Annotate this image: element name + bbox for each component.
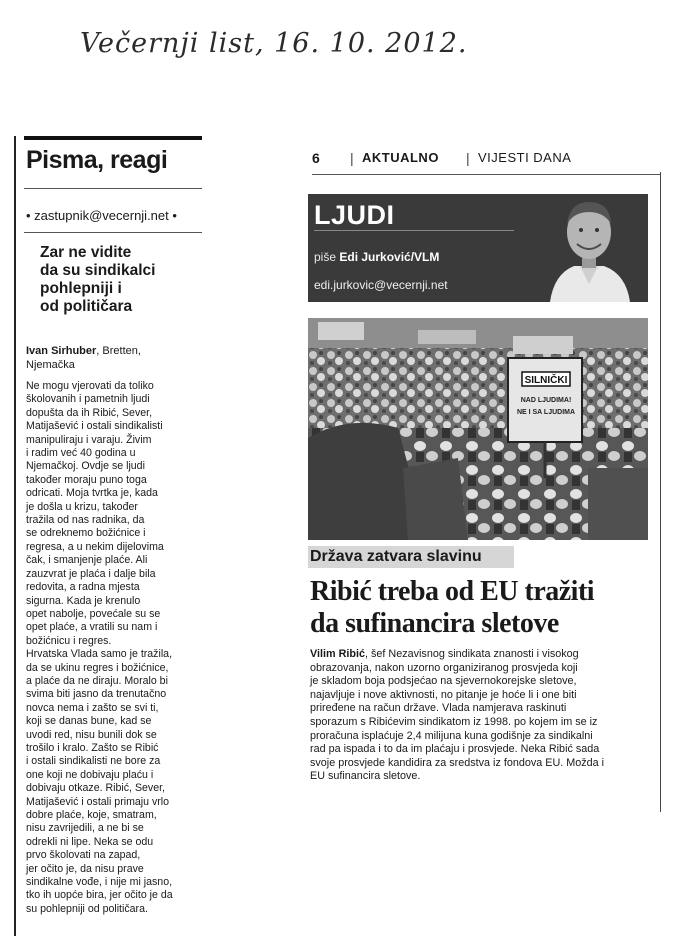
section-name: AKTUALNO [362,150,439,165]
letter-body-line: se odreknemo božićnice i [26,527,146,540]
byline-divider [314,230,514,231]
heading-divider [24,188,202,189]
protest-photo [308,318,648,540]
letters-clipping [14,136,202,936]
letter-body-line: svima biti jasno da trenutačno [26,688,167,701]
protest-sign-line: SILNIČKI [524,375,568,386]
letter-body-line: manipuliraju i varaju. Živim [26,433,152,446]
letter-body-line: sindikalne vođe, i nije mi jasno, [26,876,173,889]
column-name: LJUDI [314,200,395,230]
heading-top-rule [24,136,202,140]
letter-body-line: također moraju puno toga [26,473,147,486]
letter-body-line: dobivaju otkaze. Ribić, Sever, [26,782,165,795]
letter-title-line: Zar ne vidite [40,244,132,261]
letter-body-line: Hrvatska Vlada samo je tražila, [26,648,173,661]
letter-title-line: od političara [40,298,133,315]
letters-section-heading: Pisma, reagi [26,146,168,174]
article-line: sporazum s Ribićevim sindikatom iz 1998. po kojem im se iz [310,715,598,728]
handwritten-clipping-note: Večernji list, 16. 10. 2012. [80,28,468,59]
letter-body-line: one koji ne dobivaju plaću i [26,768,154,781]
letter-body-line: odrekli ni lipe. Neka se odu [26,835,154,848]
article-body [310,648,658,784]
column-byline-box [308,194,648,302]
letter-body-line: čak, i smanjenje plaće. Ali [26,554,148,567]
letter-body-line: koji se danas bune, kad se [26,715,152,728]
letter-body-line: Ne mogu vjerovati da toliko [26,380,154,392]
protest-sign-line: NE I SA LJUDIMA [516,409,576,416]
letter-body-line: dopušta da ih Ribić, Sever, [26,406,153,419]
letter-body-line: redovita, a radna mjesta [26,581,140,594]
letter-body-line: su pohlepniji od političara. [26,902,148,915]
headline-line: Ribić treba od EU tražiti [310,576,595,607]
news-clipping [300,150,660,810]
clipping-edge-line [14,136,16,936]
letter-body-line: tko ih uopće bira, jer očito je da [26,889,173,902]
headline-line: da sufinancira sletove [310,608,559,639]
byline-author-name: Edi Jurković/VLM [339,250,440,264]
letter-body-line: opet plaće, a vratili su nam i [26,621,158,634]
article-line: svoje prosvjede kandidira za sredstva iz fondova EU. Možda i [310,756,605,769]
letter-body-line: školovanih i pametnih ljudi [26,393,150,406]
author-country: Njemačka [26,359,75,371]
header-rule [312,174,660,175]
letter-body-line: nisu zavrijedili, a ne bi se [26,822,144,835]
letter-title-line: pohlepniji i [40,280,122,297]
article-line: obrazovanja, nakon uzorno organiziranog prosvjeda koji [310,661,578,674]
article-lead-name: Vilim Ribić [310,648,366,660]
letter-body-line: božićnicu i regres. [26,634,112,647]
author-place: , Bretten, [96,345,141,357]
email-divider [24,232,202,233]
article-line: proračuna isplaćuje 2,4 milijuna kuna godišnje za sindikalni [310,729,593,742]
letter-body-line: tražila od nas radnika, da [26,514,145,527]
subsection-name: VIJESTI DANA [478,150,572,165]
article-line: najavljuje i nove aktivnosti, no pitanje je hoće li i one biti [310,688,577,701]
letter-body-line: trošilo i kralo. Zašto se Ribić [26,741,159,754]
article-line [310,648,658,662]
letter-body-line: a plaće da ne diraju. Moralo bi [26,674,168,687]
clipping-edge-line [660,172,661,812]
byline-prefix: piše [314,250,340,264]
letter-body-line: regresa, a u nekim dijelovima [26,540,164,553]
article-line: rad pa ispada i to da im plaćaju i prosvjede. Neka Ribić sada [310,743,600,756]
protest-sign-line: NAD LJUDIMA! [520,397,572,404]
byline-author [314,250,439,264]
letter-body-line: sigurna. Kada je krenulo [26,594,141,607]
letter-body-line: Njemačkoj. Ovdje se ljudi [26,460,145,473]
letter-body-line: uvodi red, nisu bunili dok se [26,728,157,741]
letter-body-line: novca nema i zašto se svi ti, [26,701,159,714]
protest-crowd-image [308,318,648,540]
letter-title-line: da su sindikalci [40,262,156,279]
letter-body-line: i ostali sindikalisti ne bore za [26,755,161,768]
letter-body-line: je došla u krizu, također [26,500,138,513]
article-first-line: , šef Nezavisnog sindikata znanosti i visokog [365,648,579,660]
page-number: 6 [312,150,320,166]
columnist-portrait [530,194,648,302]
letter-body-line: zauzvrat je plaća i dalje bila [26,567,156,580]
letter-title [40,244,200,316]
letter-body-line: jer očito je, da nisu prave [26,862,144,875]
letter-body [26,380,206,916]
letter-body-line: Matijašević i ostali primaju vrlo [26,795,170,808]
separator: | [350,150,354,166]
author-name: Ivan Sirhuber [26,345,97,357]
letter-body-line: odricati. Moja tvrtka je, kada [26,487,158,500]
article-headline [310,576,594,640]
letters-email: • zastupnik@vecernji.net • [26,208,177,223]
article-line: je skladom boja podsjećao na sjevernokorejske sletove, [310,675,577,688]
letter-body-line: i radim već 40 godina u [26,447,136,460]
letter-body-line: Matijašević i ostali sindikalisti [26,420,163,433]
letter-body-line: opet nabolje, povećale su se [26,607,161,620]
byline-email: edi.jurkovic@vecernji.net [314,278,448,292]
letter-author [26,344,141,372]
letter-body-line: prvo školovati na zapad, [26,849,141,862]
article-line: EU sufinancira sletove. [310,770,421,783]
letter-body-line: dobre plaće, koje, smatram, [26,809,157,821]
article-line: priređene na račun države. Vlada namjerava raskinuti [310,702,567,715]
article-kicker: Država zatvara slavinu [310,548,482,565]
letter-body-line: da se ukinu regres i božićnice, [26,661,169,674]
separator: | [466,150,470,166]
